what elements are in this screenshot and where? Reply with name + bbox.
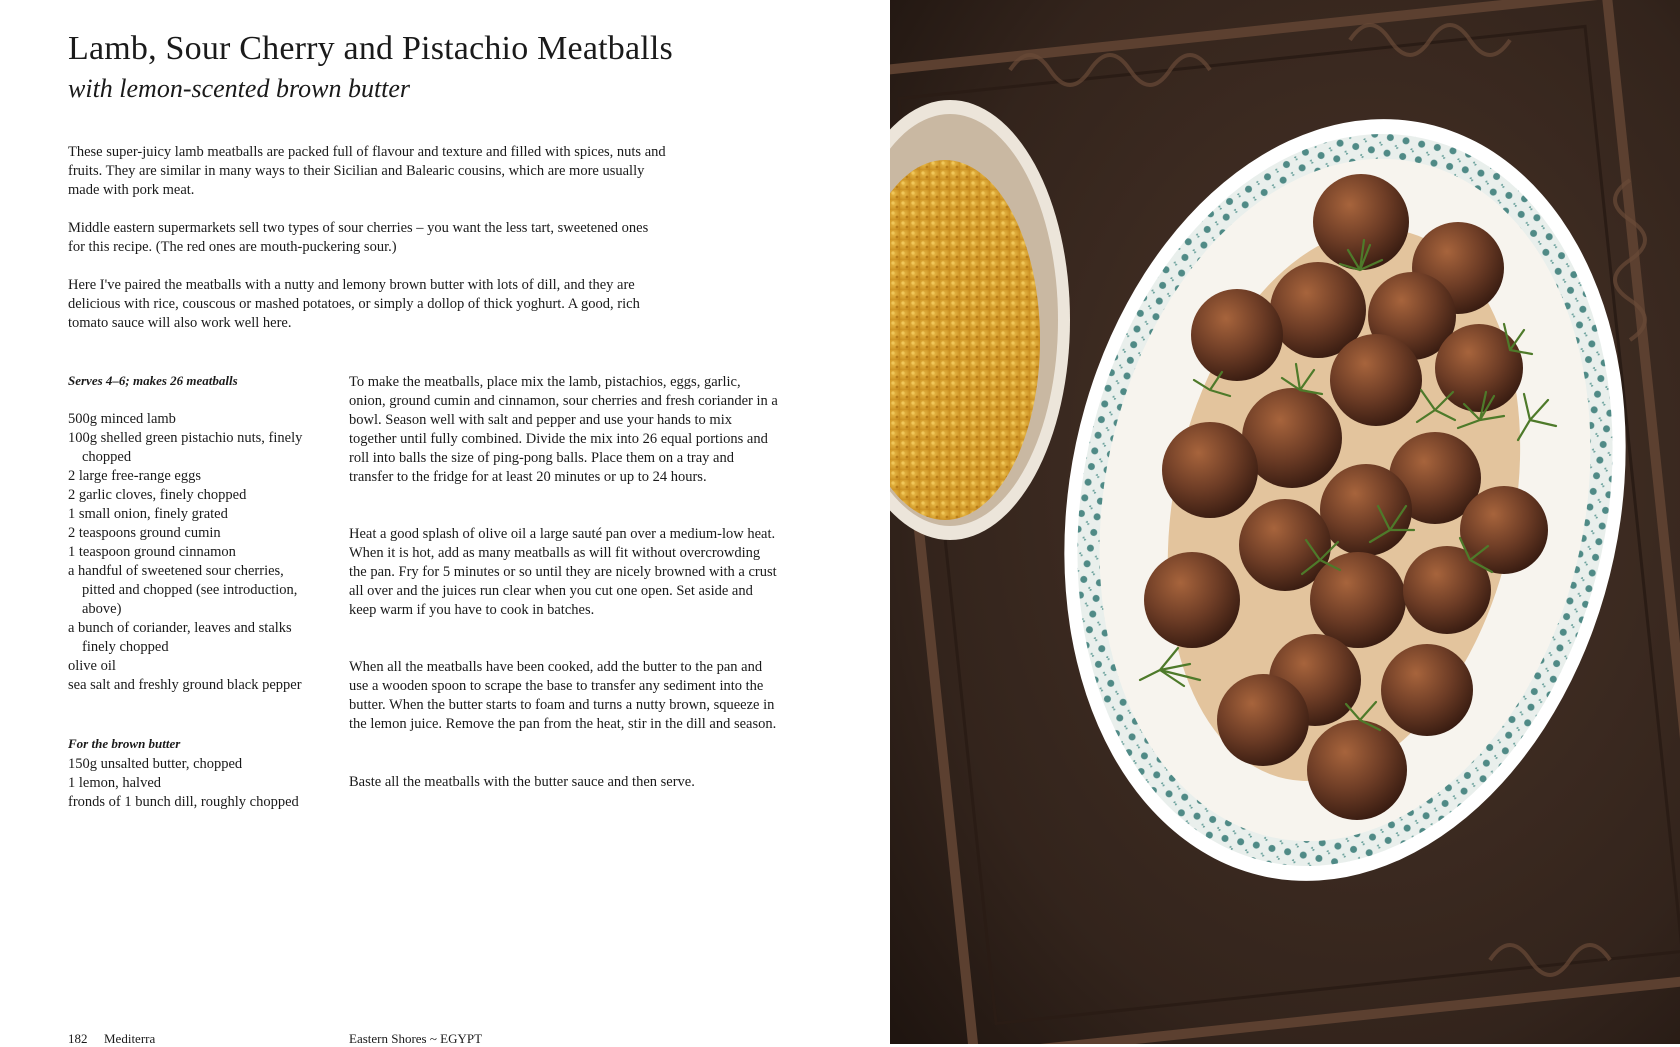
photo-illustration [890, 0, 1680, 1044]
ingredient-item: 2 large free-range eggs [68, 468, 201, 484]
intro-paragraph [68, 143, 668, 200]
recipe-subtitle: with lemon-scented brown butter [68, 74, 411, 103]
ingredient-item: 1 lemon, halved [68, 775, 162, 791]
ingredient-item: a bunch of coriander, leaves and stalks finely chopped [68, 620, 292, 655]
intro-text: These super-juicy lamb meatballs are packed full of flavour and texture and filled with spices, nuts and fruits. They are similar in many ways to their Sicilian and Balearic cousins, which are more usually made with pork meat. [68, 144, 666, 198]
method-step [349, 525, 779, 620]
ingredient-item: 2 garlic cloves, finely chopped [68, 487, 247, 503]
method-step [349, 658, 779, 734]
intro-text: Here I've paired the meatballs with a nutty and lemony brown butter with lots of dill, and they are delicious with rice, couscous or mashed potatoes, or simply a dollop of thick yoghurt. A good, rich tomato sauce will also work well here. [68, 277, 640, 331]
ingredient-item: olive oil [68, 658, 116, 674]
ingredient-item: 2 teaspoons ground cumin [68, 525, 221, 541]
section-name: Eastern Shores ~ EGYPT [349, 1031, 483, 1046]
method-text: To make the meatballs, place mix the lamb, pistachios, eggs, garlic, onion, ground cumin and cinnamon, sour cherries and fresh coriander in a bowl. Season well with salt and pepper and use your hands to mix together until fully combined. Divide the mix into 26 equal portions and roll into balls the size of ping-pong balls. Place them on a tray and transfer to the fridge for at least 20 minutes or up to 24 hours. [349, 374, 778, 485]
method-step [349, 773, 779, 792]
page-number: 182 [68, 1031, 88, 1046]
brown-butter-heading: For the brown butter [68, 736, 181, 751]
method-text: When all the meatballs have been cooked, add the butter to the pan and use a wooden spoon to scrape the base to transfer any sediment into the butter. When the butter starts to foam and turns a nutty brown, squeeze in the lemon juice. Remove the pan from the heat, stir in the dill and season. [349, 659, 777, 732]
method-step [349, 373, 779, 487]
brown-butter-ingredients [68, 755, 318, 812]
method-text: Heat a good splash of olive oil a large sauté pan over a medium-low heat. When it is hot, add as many meatballs as will fit without overcrowding the pan. Fry for 5 minutes or so until they are nicely browned with a crust all over and the juices run clear when you cut one open. Set aside and keep warm if you have to cook in batches. [349, 526, 777, 618]
ingredient-item: sea salt and freshly ground black pepper [68, 677, 302, 693]
ingredients-list [68, 410, 318, 695]
ingredient-item: a handful of sweetened sour cherries, pitted and chopped (see introduction, above) [68, 563, 298, 617]
ingredient-item: 150g unsalted butter, chopped [68, 756, 243, 772]
intro-paragraph [68, 276, 668, 333]
ingredient-item: 1 teaspoon ground cinnamon [68, 544, 236, 560]
ingredient-item: 100g shelled green pistachio nuts, finely chopped [68, 430, 303, 465]
ingredient-item: fronds of 1 bunch dill, roughly chopped [68, 794, 299, 810]
intro-paragraph [68, 219, 668, 257]
serves-line: Serves 4–6; makes 26 meatballs [68, 373, 238, 388]
ingredient-item: 1 small onion, finely grated [68, 506, 228, 522]
method-text: Baste all the meatballs with the butter sauce and then serve. [349, 774, 695, 790]
intro-text: Middle eastern supermarkets sell two types of sour cherries – you want the less tart, sweetened ones for this recipe. (The red ones are mouth-puckering sour.) [68, 220, 649, 255]
book-title: Mediterra [104, 1031, 156, 1046]
meatballs-photo [890, 0, 1680, 1044]
recipe-title: Lamb, Sour Cherry and Pistachio Meatballs [68, 30, 673, 67]
ingredient-item: 500g minced lamb [68, 411, 176, 427]
